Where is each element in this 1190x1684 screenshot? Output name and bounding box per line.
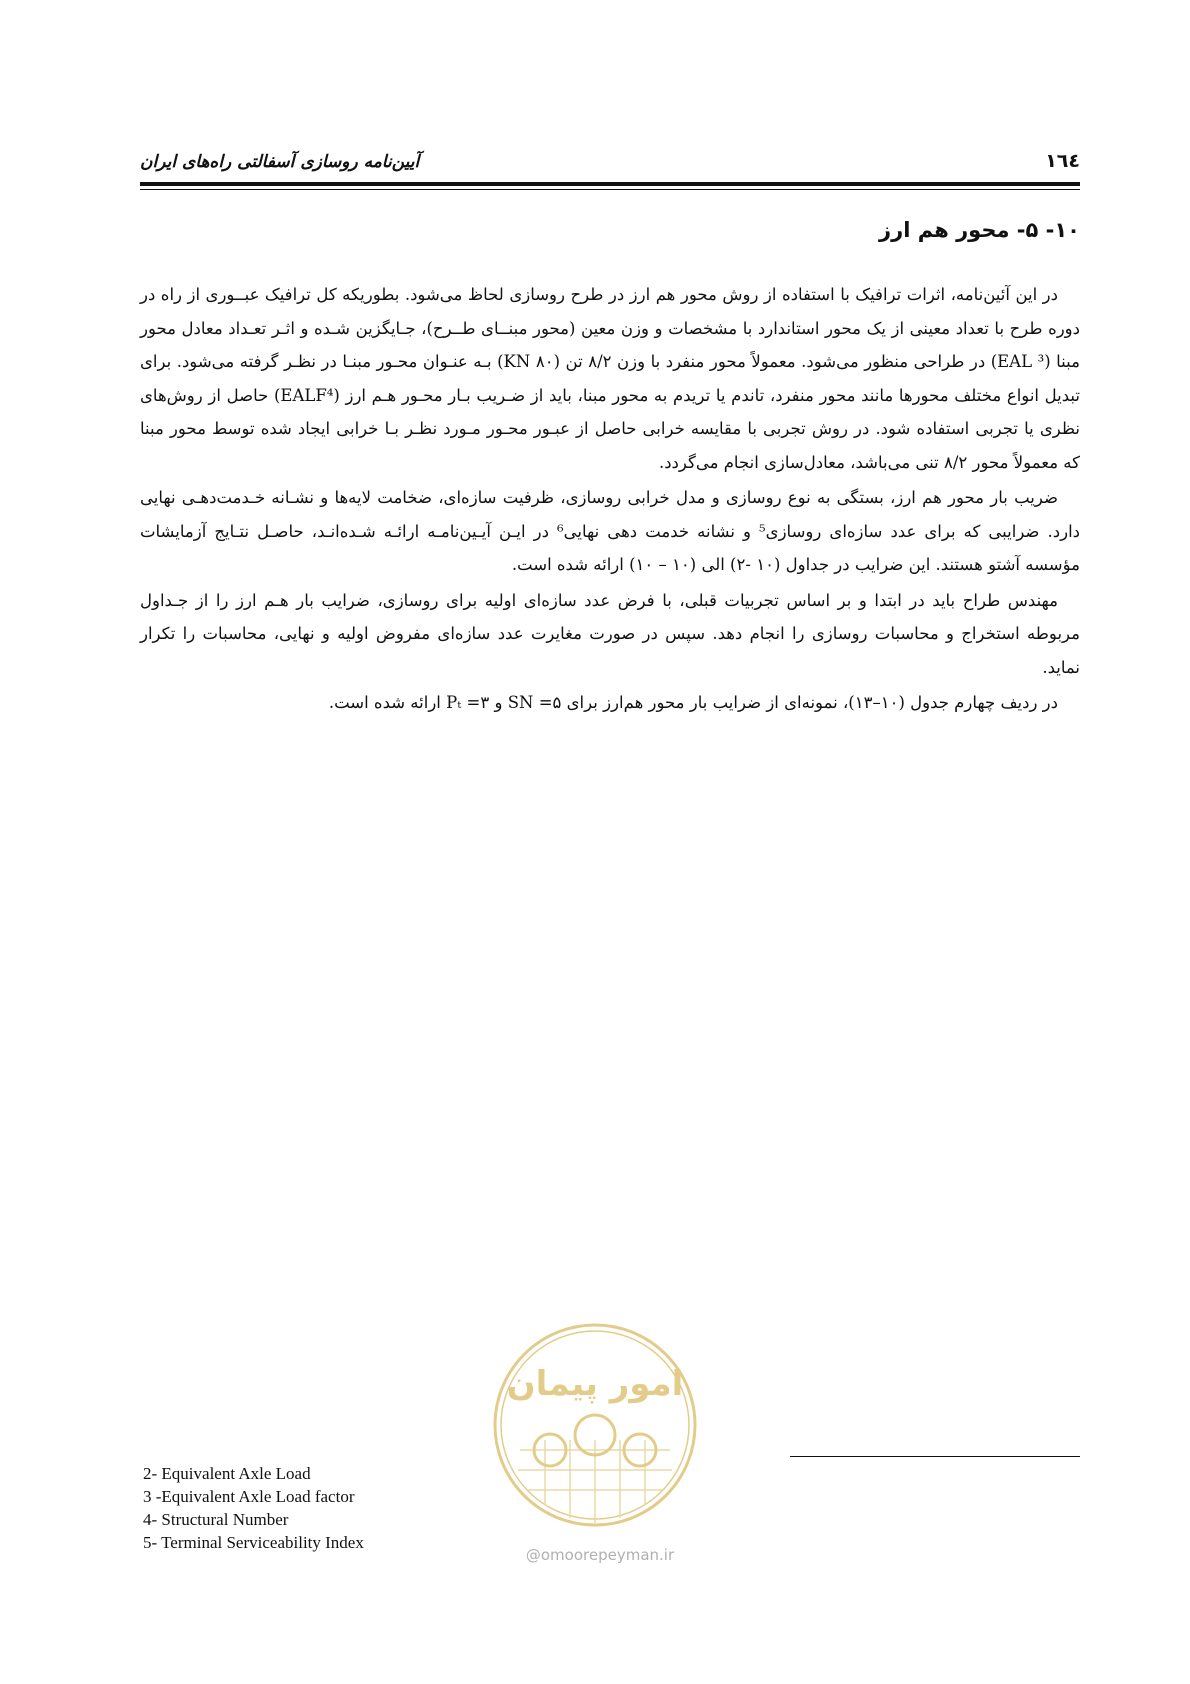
paragraph-4: در رديف چهارم جدول (۱۰–۱۳)، نمونه‌ای از ضرايب بار محور هم‌ارز برای SN =۵ و Pₜ =۳ ارائه شده است. [328,693,1058,712]
footnote-separator [790,1456,1080,1457]
page-header [140,150,1080,178]
footnote-3: 3 -Equivalent Axle Load factor [143,1487,355,1506]
footnotes [143,1462,364,1554]
watermark-logo [490,1320,700,1530]
body-text [140,278,1080,722]
footnote-5: 5- Terminal Serviceability Index [143,1533,364,1552]
section-heading: ۱۰- ۵- محور هم ارز [879,218,1080,242]
footnote-2: 2- Equivalent Axle Load [143,1464,311,1483]
paragraph-3: مهندس طراح بايد در ابتدا و بر اساس تجربيات قبلی، با فرض عدد سازه‌ای اوليه برای روسازی، ضرايب بار هـم ارز را از جـداول مربوطه استخراج و محاسبات روسازی را انجام دهد. سپس در صورت مغايرت عدد سازه‌ای مفروض اوليه و نهايی، محاسبات را تکرار نمايد. [140,590,1080,677]
paragraph-2: ضريب بار محور هم ارز، بستگی به نوع روسازی و مدل خرابی روسازی، ظرفيت سازه‌ای، ضخامت لايه‌ها و نشـانه خـدمت‌دهـی نهايی دارد. ضرايبی که برای عدد سازه‌ای روسازی⁵ و نشانه خدمت دهی نهايی⁶ در ايـن آيـين‌نامـه ارائـه شـده‌انـد، حاصـل نتـايج آزمايشات مؤسسه آشتو هستند. اين ضرايب در جداول (۱۰ -۲) الی (۱۰ – ۱۰) ارائه شده است. [140,488,1080,574]
watermark-url: @omoorepeyman.ir [525,1546,675,1564]
running-title: آيين‌نامه روسازی آسفالتی راه‌های ايران [140,152,420,172]
header-rule-thick [140,182,1080,186]
header-rule-thin [140,189,1080,190]
watermark-logo-text: امور پیمان [506,1364,684,1404]
footnote-4: 4- Structural Number [143,1510,289,1529]
page-number: ١٦٤ [1045,150,1080,172]
paragraph-1: در اين آئين‌نامه، اثرات ترافيک با استفاده از روش محور هم ارز در طرح روسازی لحاظ می‌شود. بطوريکه کل ترافيک عبــوری از راه در دوره طرح با تعداد معينی از يک محور استاندارد با مشخصات و وزن معين (محور مبنــای طــرح)، جـايگزين شـده و اثـر تعـداد معادل محور مبنا (EAL ³) در طراحی منظور می‌شود. معمولاً محور منفرد با وزن ۸/۲ تن (۸۰ KN) بـه عنـوان محـور مبنـا در نظـر گرفته می‌شود. برای تبديل انواع مختلف محورها مانند محور منفرد، تاندم يا تريدم به محور مبنا، بايد از ضـريب بـار محـور هـم ارز (EALF⁴) حاصل از روش‌های نظری يا تجربی استفاده شود. در روش تجربی با مقايسه خرابی حاصل از عبـور محـور مـورد نظـر بـا خرابی ايجاد شده توسط محور مبنا که معمولاً محور ۸/۲ تنی می‌باشد، معادل‌سازی انجام می‌گردد. [140,285,1080,472]
